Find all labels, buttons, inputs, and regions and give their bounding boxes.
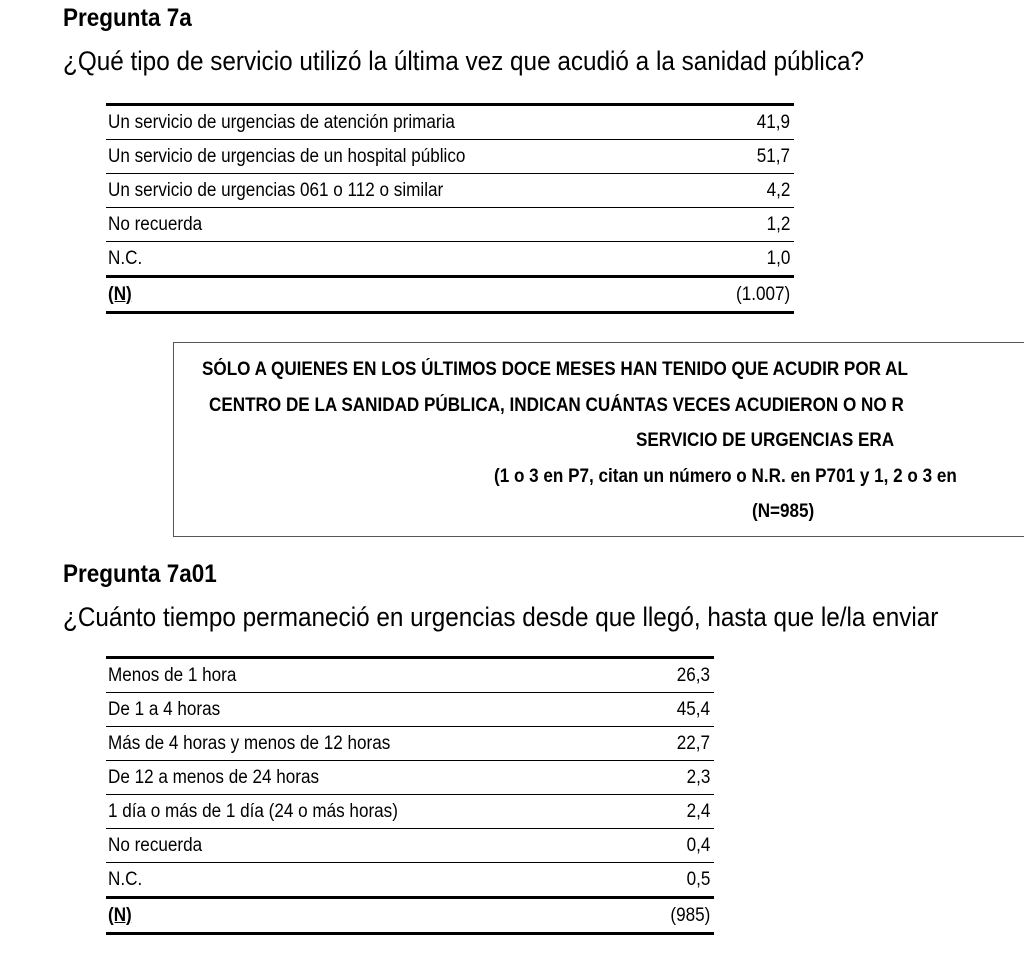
row-label: Menos de 1 hora <box>108 664 237 686</box>
row-label: N.C. <box>108 247 143 269</box>
table-row <box>106 863 714 898</box>
row-value: 0,4 <box>686 834 710 856</box>
row-value: 0,5 <box>686 868 710 890</box>
table-row <box>106 174 794 208</box>
row-value: 22,7 <box>676 732 710 754</box>
sample-size-value: (985) <box>670 904 710 926</box>
table-row <box>106 140 794 174</box>
question-7a-title: Pregunta 7a <box>63 4 192 32</box>
row-label: De 1 a 4 horas <box>108 698 221 720</box>
row-label: Un servicio de urgencias 061 o 112 o similar <box>108 179 444 201</box>
sample-size-value: (1.007) <box>735 283 790 305</box>
row-label: Más de 4 horas y menos de 12 horas <box>108 732 391 754</box>
question-7a-text: ¿Qué tipo de servicio utilizó la última vez que acudió a la sanidad pública? <box>63 46 865 76</box>
table-row <box>106 658 714 693</box>
row-label: N.C. <box>108 868 143 890</box>
filter-note-box <box>173 342 1024 537</box>
row-value: 4,2 <box>766 179 790 201</box>
table-row <box>106 829 714 863</box>
sample-size-row <box>106 277 794 313</box>
row-label: No recuerda <box>108 213 203 235</box>
row-value: 51,7 <box>756 145 790 167</box>
row-value: 1,2 <box>766 213 790 235</box>
table-row <box>106 242 794 277</box>
sample-size-label: (N) <box>108 904 132 926</box>
row-label: No recuerda <box>108 834 203 856</box>
row-label: 1 día o más de 1 día (24 o más horas) <box>108 800 398 822</box>
row-value: 45,4 <box>676 698 710 720</box>
filter-note-line: SÓLO A QUIENES EN LOS ÚLTIMOS DOCE MESES HAN TENIDO QUE ACUDIR POR AL <box>202 359 908 380</box>
table-row <box>106 105 794 140</box>
question-7a01-text: ¿Cuánto tiempo permaneció en urgencias desde que llegó, hasta que le/la enviar <box>63 602 939 632</box>
sample-size-row <box>106 898 714 934</box>
table-row <box>106 761 714 795</box>
question-7a01-table <box>106 656 714 935</box>
sample-size-label: (N) <box>108 283 132 305</box>
row-label: Un servicio de urgencias de un hospital público <box>108 145 466 167</box>
question-7a-table <box>106 103 794 314</box>
table-row <box>106 727 714 761</box>
row-value: 26,3 <box>676 664 710 686</box>
row-value: 41,9 <box>756 111 790 133</box>
filter-note-line: (1 o 3 en P7, citan un número o N.R. en P701 y 1, 2 o 3 en <box>494 466 957 487</box>
row-value: 1,0 <box>766 247 790 269</box>
table-row <box>106 693 714 727</box>
table-row <box>106 795 714 829</box>
filter-note-line: (N=985) <box>752 501 815 522</box>
row-value: 2,3 <box>686 766 710 788</box>
row-value: 2,4 <box>686 800 710 822</box>
row-label: Un servicio de urgencias de atención primaria <box>108 111 455 133</box>
row-label: De 12 a menos de 24 horas <box>108 766 320 788</box>
question-7a01-title: Pregunta 7a01 <box>63 560 217 588</box>
table-row <box>106 208 794 242</box>
filter-note-line: SERVICIO DE URGENCIAS ERA <box>636 430 895 451</box>
filter-note-line: CENTRO DE LA SANIDAD PÚBLICA, INDICAN CUÁNTAS VECES ACUDIERON O NO R <box>209 395 904 416</box>
